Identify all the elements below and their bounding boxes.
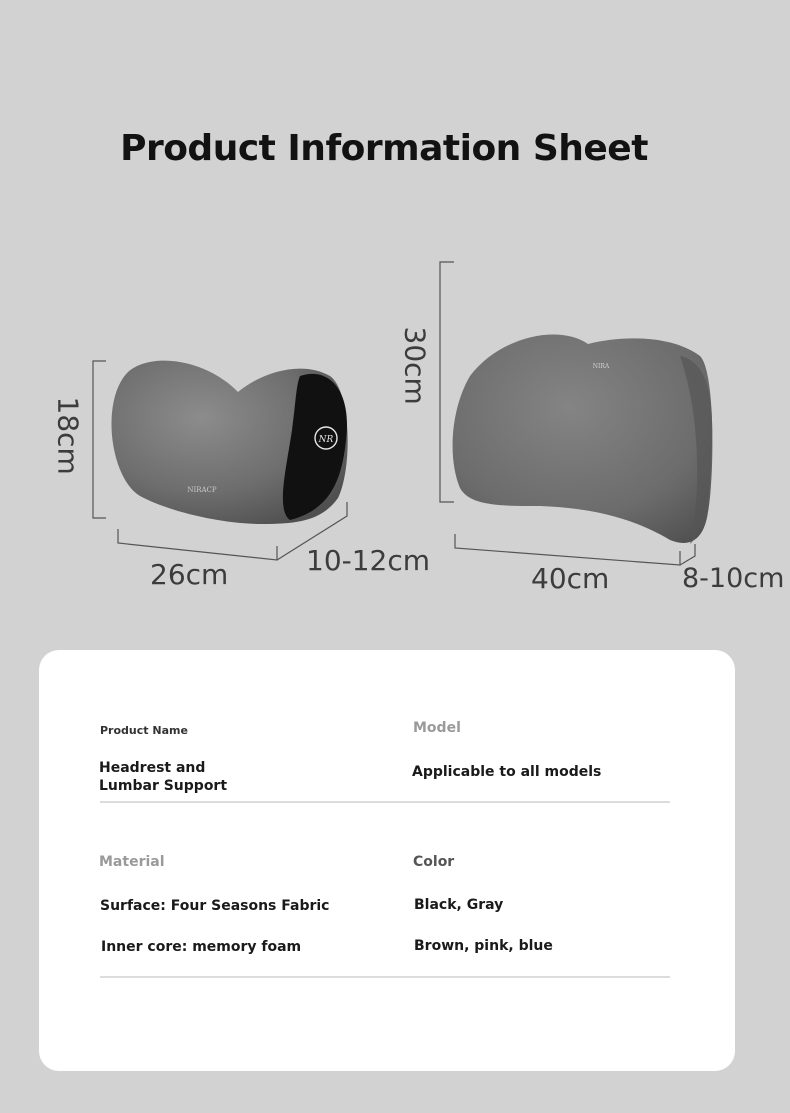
color-line1: Black, Gray xyxy=(414,897,504,913)
product-name-value xyxy=(99,759,227,795)
lumbar-width-label: 40cm xyxy=(531,562,610,595)
product-name-label: Product Name xyxy=(100,724,188,737)
lumbar-pillow xyxy=(453,334,713,544)
headrest-logo: NR xyxy=(318,435,334,445)
lumbar-height-label: 30cm xyxy=(398,326,432,405)
headrest-depth-label: 10-12cm xyxy=(306,544,431,577)
info-card xyxy=(39,650,735,1071)
lumbar-depth-label: 8-10cm xyxy=(682,563,785,594)
page-title: Product Information Sheet xyxy=(120,128,648,169)
headrest-width-label: 26cm xyxy=(150,558,229,591)
color-label: Color xyxy=(413,854,455,870)
divider-1 xyxy=(100,801,670,803)
color-line2: Brown, pink, blue xyxy=(414,938,553,954)
headrest-height-label: 18cm xyxy=(51,396,85,475)
material-core: Inner core: memory foam xyxy=(101,939,302,955)
product-name-line2: Lumbar Support xyxy=(99,778,228,794)
model-label: Model xyxy=(413,720,461,736)
headrest-pillow xyxy=(111,361,347,524)
headrest-brand: NIRACP xyxy=(187,486,217,494)
divider-2 xyxy=(100,976,670,978)
product-name-line1: Headrest and xyxy=(99,760,206,776)
lumbar-brand: NIRA xyxy=(592,363,610,370)
model-value: Applicable to all models xyxy=(412,764,602,780)
material-label: Material xyxy=(99,854,165,870)
material-surface: Surface: Four Seasons Fabric xyxy=(100,898,330,914)
